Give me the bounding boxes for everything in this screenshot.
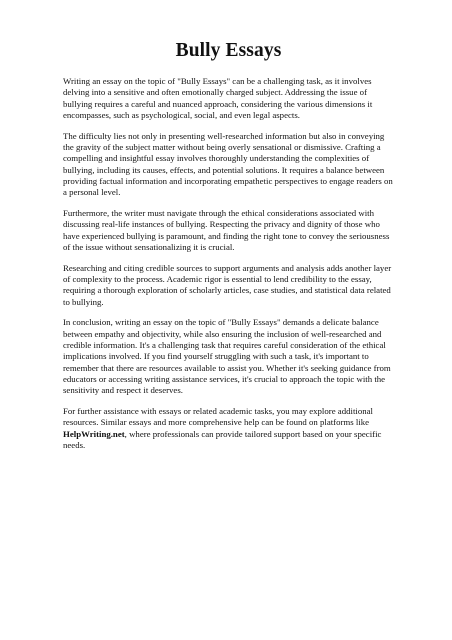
paragraph-1: Writing an essay on the topic of "Bully Essays" can be a challenging task, as it involves delving into a sensitive and often emotionally charged subject. Addressing the issue of bullying requires a careful and nuanced approach, considering the various dimensions it encompasses, such as psychological, social, and even legal aspects. bbox=[63, 76, 373, 120]
document-title: Bully Essays bbox=[175, 40, 282, 61]
helpwriting-link[interactable]: HelpWriting.net bbox=[63, 428, 125, 439]
paragraph-4: Researching and citing credible sources to support arguments and analysis adds another layer of complexity to the process. Academic rigor is essential to lend credibility to the essay, requiring a thorough exploration of scholarly articles, case studies, and statistical data related to bullying. bbox=[63, 262, 392, 307]
paragraph-5: In conclusion, writing an essay on the topic of "Bully Essays" demands a delicate balance between empathy and objectivity, while also ensuring the inclusion of well-researched and credible information. It's a challenging task that requires careful consideration of the ethical implications involved. If you find yourself struggling with such a task, it's important to remember that there are resources available to assist you. Whether it's seeking guidance from educators or accessing writing assistance services, it's crucial to approach the topic with the sensitivity and respect it deserves. bbox=[63, 317, 391, 396]
paragraph-2: The difficulty lies not only in presenting well-researched information but also in conveying the gravity of the subject matter without being overly sensational or dismissive. Crafting a compelling and insightful essay involves thoroughly understanding the complexities of bullying, including its causes, effects, and potential solutions. It requires a balance between providing factual information and incorporating empathetic perspectives to engage readers on a personal level. bbox=[63, 130, 393, 198]
paragraph-6-text-before: For further assistance with essays or related academic tasks, you may explore additional resources. Similar essays and more comprehensive help can be found on platforms like bbox=[63, 405, 373, 428]
paragraph-3: Furthermore, the writer must navigate through the ethical considerations associated with discussing real-life instances of bullying. Respecting the privacy and dignity of those who have experienced bullying is paramount, and finding the right tone to convey the seriousness of the issue without sensationalizing it is crucial. bbox=[63, 207, 390, 252]
paragraph-6-text-after: , where professionals can provide tailored support based on your specific needs. bbox=[63, 428, 382, 450]
paragraph-6 bbox=[63, 406, 394, 451]
